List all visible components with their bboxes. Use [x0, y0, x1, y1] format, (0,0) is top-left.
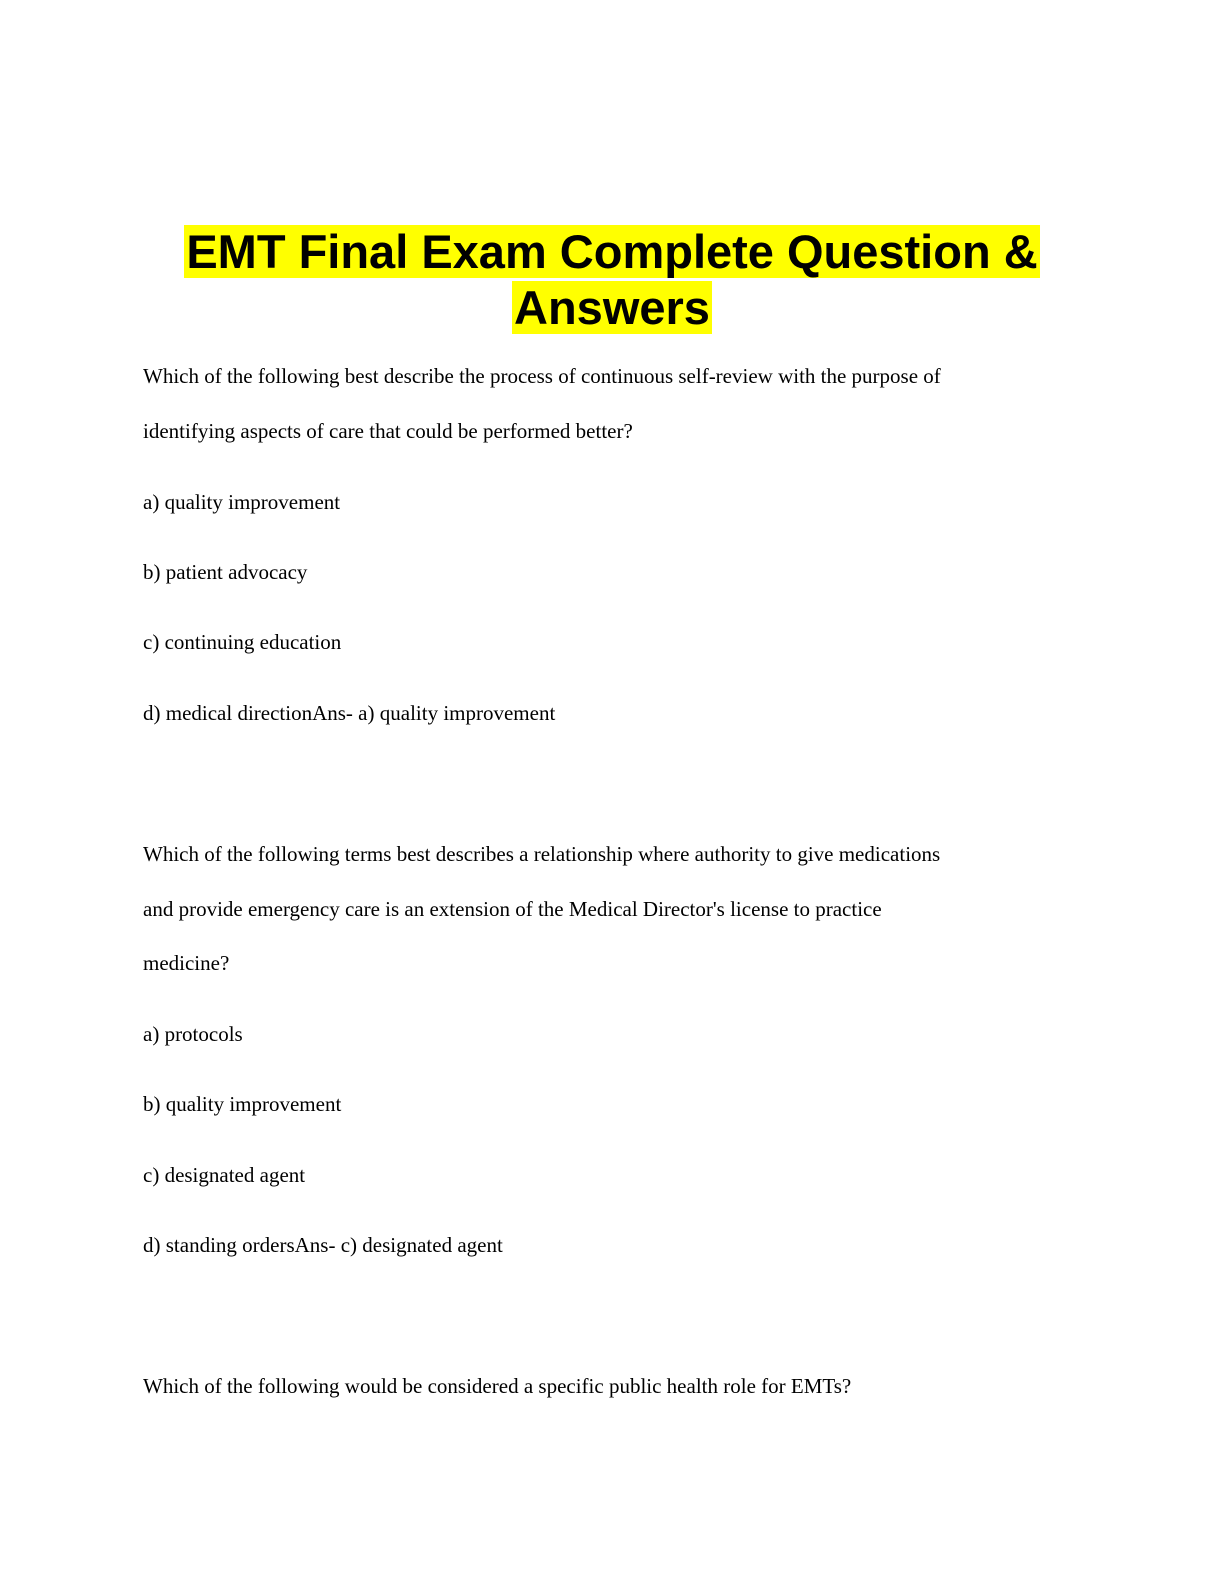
question-1-stem-line-2: identifying aspects of care that could be performed better? [143, 419, 633, 443]
question-2-option-a: a) protocols [143, 1022, 243, 1046]
question-1-option-d-answer: d) medical directionAns- a) quality improvement [143, 701, 556, 725]
question-1-stem-line-1: Which of the following best describe the process of continuous self-review with the purpose of [143, 364, 941, 388]
question-2-option-c: c) designated agent [143, 1163, 306, 1187]
title-line-1: EMT Final Exam Complete Question & [186, 225, 1038, 278]
question-2-stem-line-1: Which of the following terms best describes a relationship where authority to give medications [143, 842, 941, 866]
document-title [120, 224, 1104, 336]
question-1-option-c: c) continuing education [143, 630, 342, 654]
question-3-stem-line-1: Which of the following would be considered a specific public health role for EMTs? [143, 1374, 852, 1398]
question-2-option-b: b) quality improvement [143, 1092, 342, 1116]
question-1-option-a: a) quality improvement [143, 490, 341, 514]
question-2-option-d-answer: d) standing ordersAns- c) designated agent [143, 1233, 503, 1257]
title-line-2: Answers [514, 281, 710, 334]
question-2-stem-line-2: and provide emergency care is an extension of the Medical Director's license to practice [143, 897, 882, 921]
question-1-option-b: b) patient advocacy [143, 560, 308, 584]
question-2-stem-line-3: medicine? [143, 951, 230, 975]
